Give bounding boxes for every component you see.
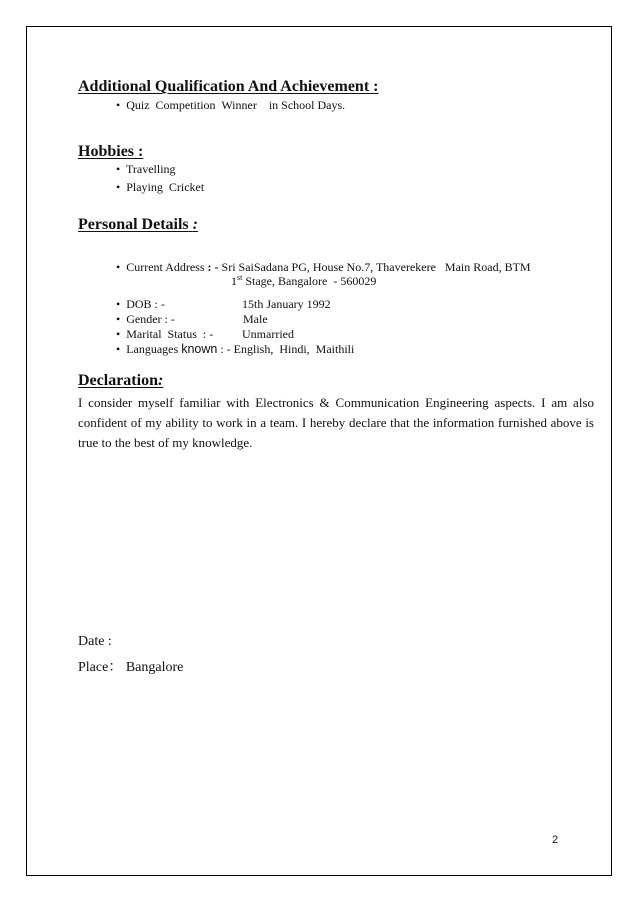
personal-details-heading: Personal Details : (78, 216, 198, 233)
list-item: • Travelling (116, 162, 176, 176)
bullet-icon: • (116, 162, 121, 176)
list-item: • Quiz Competition Winner in School Days. (116, 98, 346, 112)
gender-row: • Gender : - (116, 312, 175, 326)
bullet-icon: • (116, 98, 121, 112)
page-number: 2 (552, 834, 559, 846)
bullet-icon: • (116, 342, 121, 356)
languages-row: • Languages known : - English, Hindi, Maithili (116, 342, 355, 356)
additional-qualification-heading: Additional Qualification And Achievement : (78, 78, 379, 95)
marital-status-row: • Marital Status : - (116, 327, 214, 341)
hobbies-heading: Hobbies : (78, 143, 144, 160)
declaration-text: I consider myself familiar with Electronics & Communication Engineering aspects. I am also confident of my ability to work in a team. I hereby declare that the information furnished above is true to the best of my knowledge. (78, 395, 594, 450)
dob-row: • DOB : - (116, 297, 165, 311)
place-line: Place： Bangalore (78, 660, 184, 675)
bullet-icon: • (116, 312, 121, 326)
marital-status-value: Unmarried (242, 327, 294, 341)
bullet-icon: • (116, 327, 121, 341)
bullet-icon: • (116, 260, 121, 274)
dob-value: 15th January 1992 (242, 297, 331, 311)
bullet-icon: • (116, 180, 121, 194)
list-item: • Playing Cricket (116, 180, 205, 194)
bullet-icon: • (116, 297, 121, 311)
date-label: Date : (78, 634, 112, 649)
address-line: • Current Address : - Sri SaiSadana PG, House No.7, Thaverekere Main Road, BTM (116, 260, 531, 274)
declaration-heading: Declaration: (78, 372, 164, 389)
address-line-2: 1st Stage, Bangalore - 560029 (231, 273, 377, 288)
gender-value: Male (243, 312, 268, 326)
